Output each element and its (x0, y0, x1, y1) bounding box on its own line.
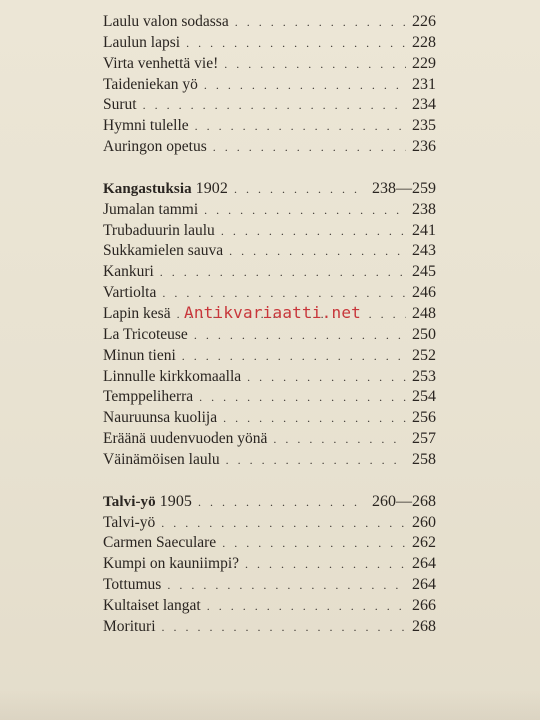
toc-entry (103, 284, 436, 305)
entry-title: Surut (103, 96, 137, 114)
toc-entry (103, 368, 436, 389)
entry-page: 228 (412, 33, 436, 51)
dot-leader (195, 119, 406, 134)
entry-page: 250 (412, 325, 436, 343)
section-year: 1905 (159, 492, 193, 510)
dot-leader (182, 349, 406, 364)
dot-leader (222, 536, 406, 551)
toc-entry (103, 201, 436, 222)
entry-title: Minun tieni (103, 346, 176, 364)
entry-page: 258 (412, 450, 436, 468)
entry-page: 268 (412, 617, 436, 635)
entry-title: Linnulle kirkkomaalla (103, 367, 242, 385)
toc-entry (103, 618, 436, 639)
section-heading (103, 493, 436, 514)
section-pages: 238—259 (372, 179, 436, 197)
watermark-text: Antikvariaatti.net (184, 303, 361, 322)
entry-title: Lapin kesä (103, 304, 171, 322)
toc-entry (103, 34, 436, 55)
entry-page: 236 (412, 138, 436, 156)
entry-page: 254 (412, 388, 436, 406)
toc-entry (103, 430, 436, 451)
dot-leader (194, 328, 406, 343)
dot-leader (234, 182, 366, 197)
entry-page: 257 (412, 430, 436, 448)
entry-title: Nauruunsa kuolija (103, 409, 218, 427)
toc-entry (103, 263, 436, 284)
entry-page: 231 (412, 75, 436, 93)
page-shadow (0, 690, 540, 720)
toc-entry (103, 409, 436, 430)
dot-leader (167, 578, 406, 593)
entry-page: 241 (412, 221, 436, 239)
entry-title: Kultaiset langat (103, 596, 201, 614)
dot-leader (213, 140, 406, 155)
entry-page: 246 (412, 284, 436, 302)
toc-entry (103, 76, 436, 97)
entry-page: 234 (412, 96, 436, 114)
dot-leader (226, 453, 406, 468)
dot-leader (204, 203, 406, 218)
entry-title: Väinämöisen laulu (103, 450, 220, 468)
toc-entry (103, 222, 436, 243)
dot-leader (229, 244, 406, 259)
entry-title: Temppeliherra (103, 388, 194, 406)
dot-leader (198, 495, 366, 510)
entry-title: La Tricoteuse (103, 325, 188, 343)
dot-leader (162, 620, 406, 635)
entry-page: 264 (412, 555, 436, 573)
entry-title: Kumpi on kauniimpi? (103, 555, 240, 573)
dot-leader (223, 411, 406, 426)
toc-entry (103, 55, 436, 76)
entry-title: Sukkamielen sauva (103, 242, 224, 260)
entry-page: 248 (412, 304, 436, 322)
dot-leader (199, 390, 406, 405)
dot-leader (245, 557, 406, 572)
toc-entry (103, 347, 436, 368)
dot-leader (207, 599, 406, 614)
entry-title: Vartiolta (103, 284, 157, 302)
entry-title: Auringon opetus (103, 138, 207, 156)
dot-leader (204, 78, 406, 93)
entry-title: Laulu valon sodassa (103, 13, 229, 30)
entry-page: 245 (412, 263, 436, 281)
toc-entry (103, 13, 436, 34)
entry-page: 260 (412, 513, 436, 531)
entry-page: 262 (412, 534, 436, 552)
dot-leader (160, 265, 406, 280)
entry-title: Jumalan tammi (103, 200, 199, 218)
entry-page: 226 (412, 13, 436, 30)
entry-page: 264 (412, 576, 436, 594)
dot-leader (247, 370, 406, 385)
section-title-text: Kangastuksia (103, 180, 192, 197)
dot-leader (273, 432, 406, 447)
dot-leader (162, 286, 406, 301)
entry-page: 256 (412, 409, 436, 427)
section-pages: 260—268 (372, 492, 436, 510)
entry-title: Virta venhettä vie! (103, 54, 219, 72)
entry-title: Taideniekan yö (103, 75, 198, 93)
entry-title: Hymni tulelle (103, 117, 189, 135)
dot-leader (221, 224, 406, 239)
table-of-contents (103, 13, 436, 639)
entry-page: 243 (412, 242, 436, 260)
dot-leader (235, 15, 406, 30)
toc-entry (103, 388, 436, 409)
section-year: 1902 (195, 179, 228, 197)
toc-entry (103, 117, 436, 138)
toc-entry (103, 96, 436, 117)
entry-title: Trubaduurin laulu (103, 221, 215, 239)
entry-page: 252 (412, 346, 436, 364)
entry-title: Morituri (103, 617, 156, 635)
dot-leader (161, 516, 406, 531)
entry-page: 266 (412, 596, 436, 614)
section-gap (103, 159, 436, 180)
entry-page: 229 (412, 54, 436, 72)
entry-title: Carmen Saeculare (103, 534, 217, 552)
toc-entry (103, 576, 436, 597)
section-gap (103, 472, 436, 493)
toc-entry (103, 242, 436, 263)
section-title (103, 493, 192, 511)
toc-entry (103, 451, 436, 472)
toc-entry (103, 534, 436, 555)
dot-leader (186, 36, 406, 51)
entry-page: 253 (412, 367, 436, 385)
toc-entry (103, 138, 436, 159)
toc-entry (103, 555, 436, 576)
dot-leader (143, 98, 406, 113)
toc-entry (103, 514, 436, 535)
entry-title: Talvi-yö (103, 513, 156, 531)
section-title-text: Talvi-yö (103, 493, 156, 510)
section-title (103, 180, 228, 198)
entry-title: Laulun lapsi (103, 33, 181, 51)
entry-title: Eräänä uudenvuoden yönä (103, 430, 268, 448)
entry-title: Tottumus (103, 576, 162, 594)
toc-entry (103, 597, 436, 618)
section-heading (103, 180, 436, 201)
dot-leader (224, 57, 406, 72)
toc-entry (103, 326, 436, 347)
entry-page: 238 (412, 200, 436, 218)
entry-title: Kankuri (103, 263, 154, 281)
entry-page: 235 (412, 117, 436, 135)
